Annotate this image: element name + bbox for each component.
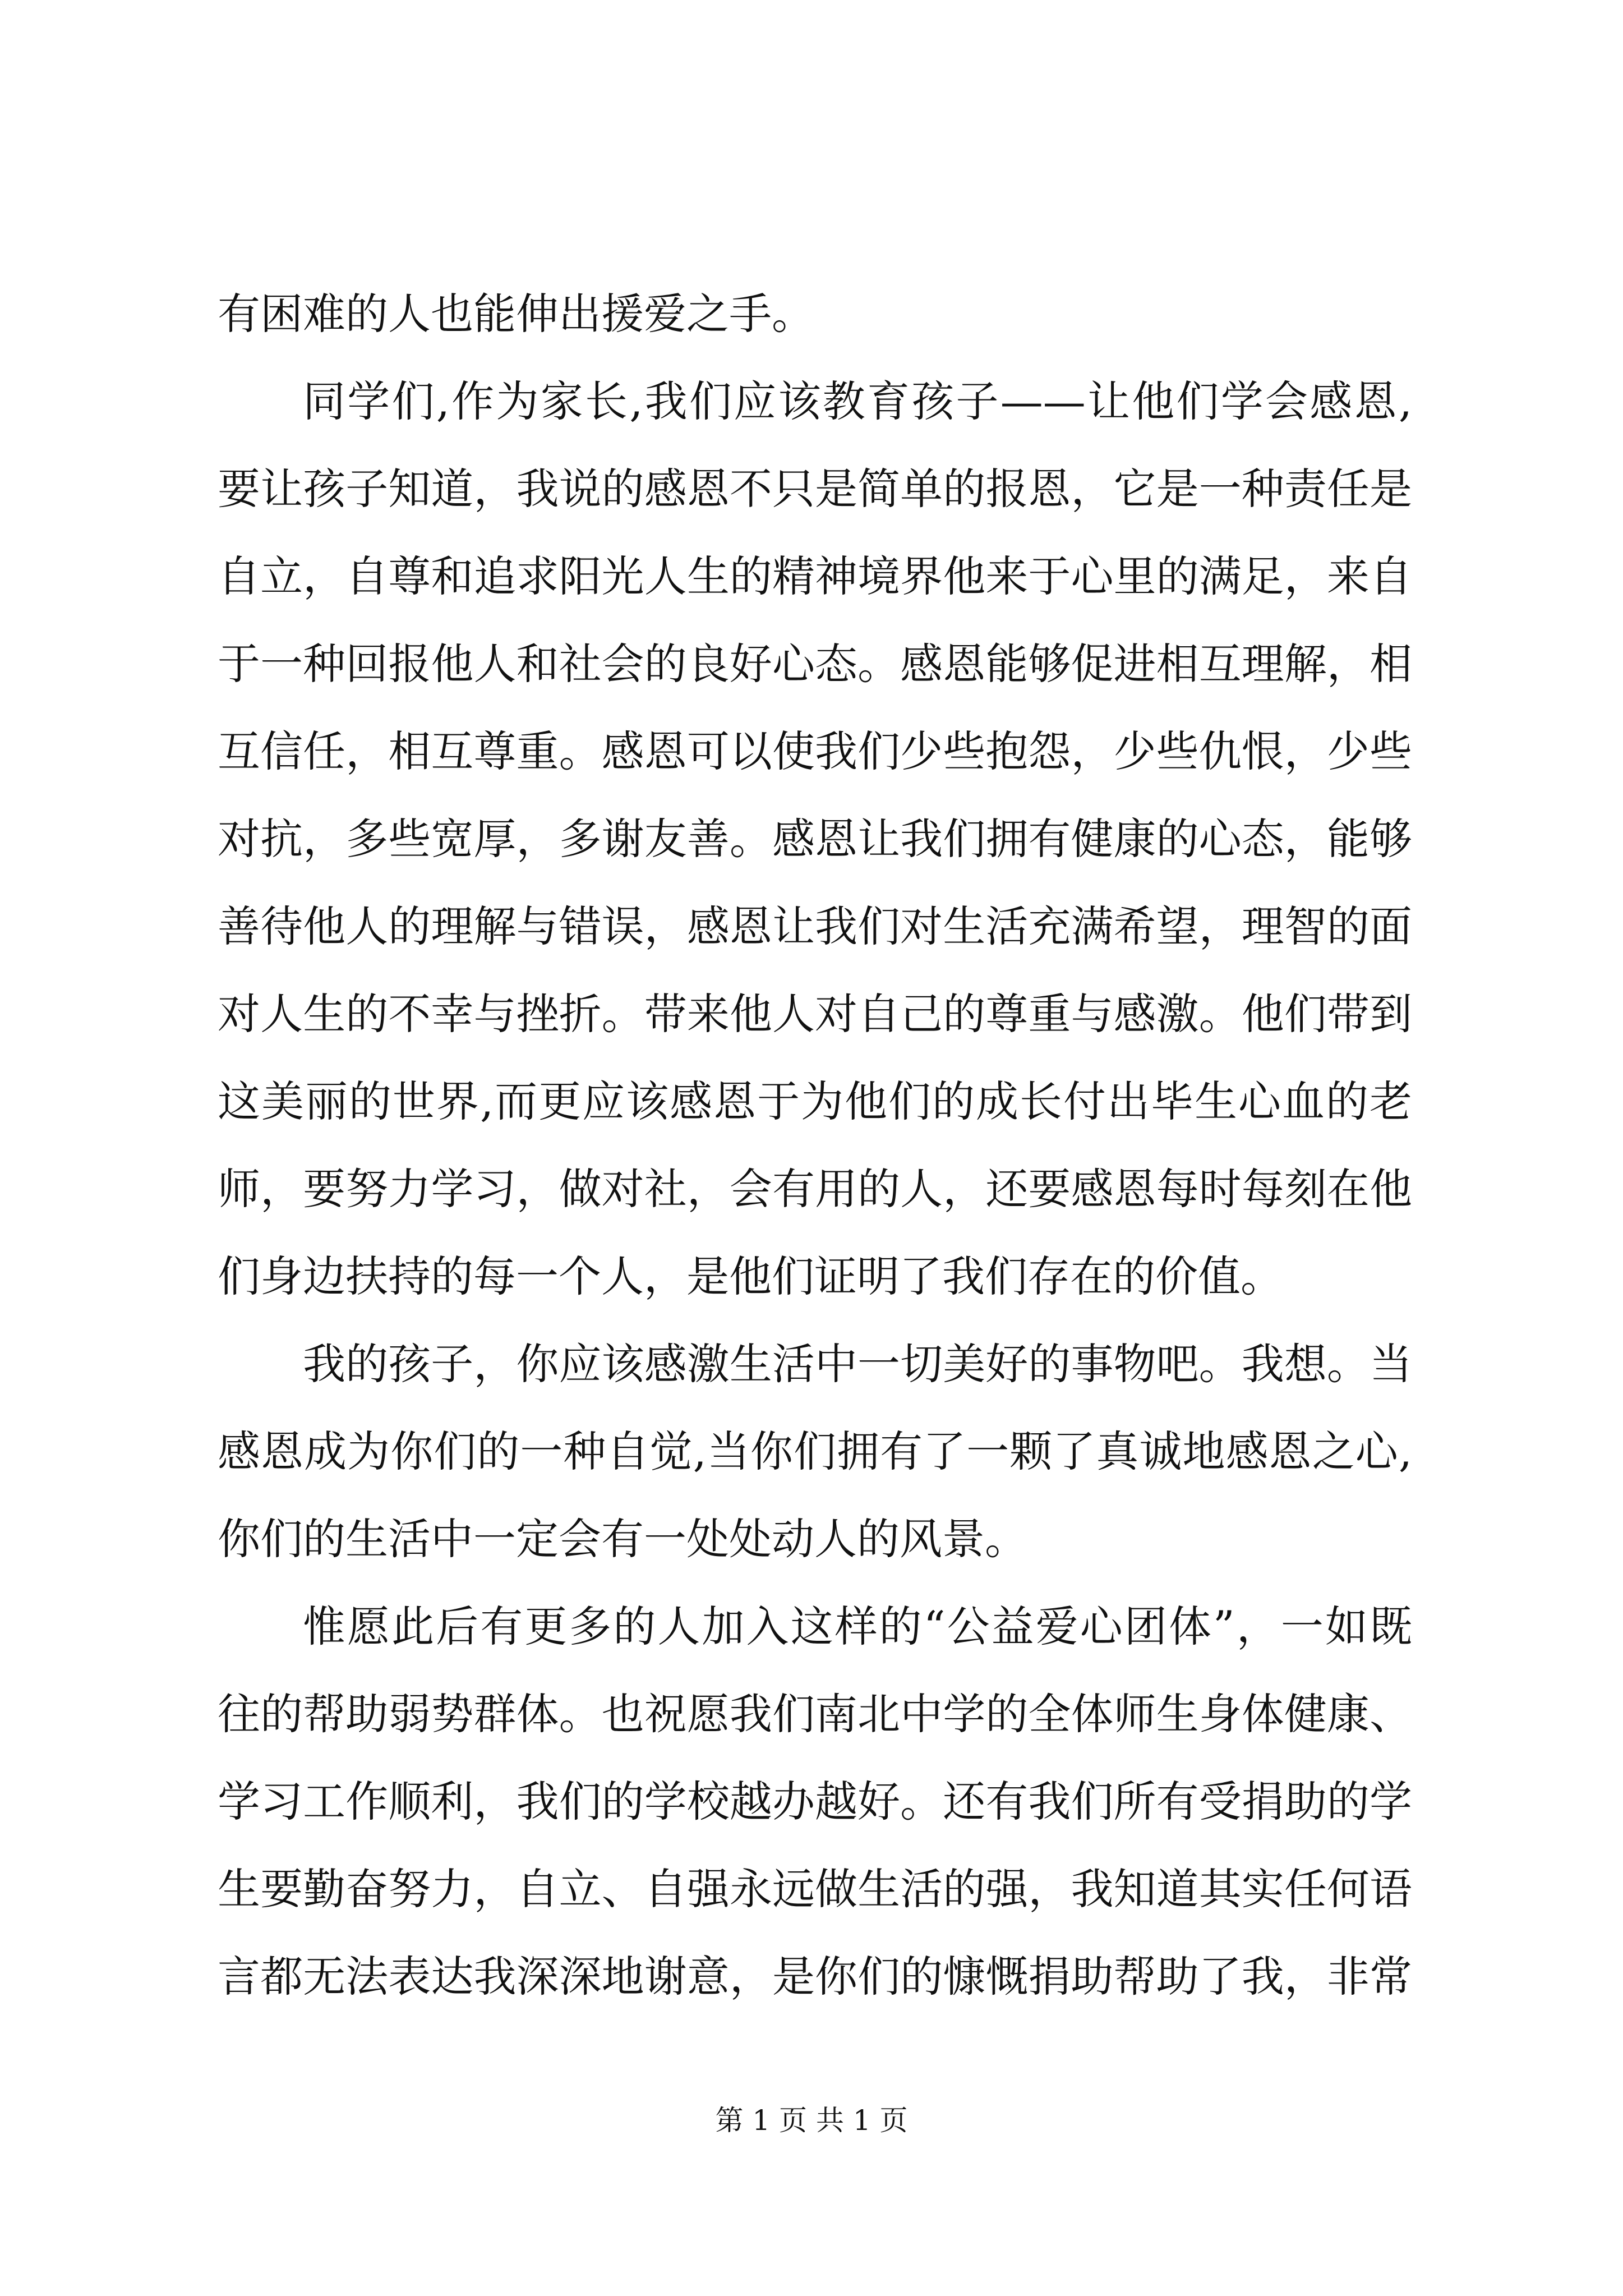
text-line: 生要勤奋努力，自立、自强永远做生活的强，我知道其实任何语 [218, 1864, 1412, 1914]
text-line: 们身边扶持的每一个人，是他们证明了我们存在的价值。 [218, 1251, 1283, 1301]
text-line: 对抗，多些宽厚，多谢友善。感恩让我们拥有健康的心态，能够 [218, 814, 1412, 864]
text-line: 对人生的不幸与挫折。带来他人对自己的尊重与感激。他们带到 [218, 989, 1412, 1039]
text-line: 要让孩子知道，我说的感恩不只是简单的报恩，它是一种责任是 [218, 464, 1412, 514]
paragraph-start-line: 惟愿此后有更多的人加入这样的“公益爱心团体”，一如既 [303, 1602, 1412, 1651]
text-line: 师，要努力学习，做对社，会有用的人，还要感恩每时每刻在他 [218, 1164, 1412, 1214]
text-line: 于一种回报他人和社会的良好心态。感恩能够促进相互理解，相 [218, 639, 1412, 689]
paragraph-start-line: 同学们,作为家长,我们应该教育孩子——让他们学会感恩, [303, 376, 1412, 426]
text-line: 这美丽的世界,而更应该感恩于为他们的成长付出毕生心血的老 [218, 1076, 1412, 1126]
text-line: 言都无法表达我深深地谢意，是你们的慷慨捐助帮助了我，非常 [218, 1952, 1412, 2001]
body-text [218, 270, 1412, 2021]
text-line: 往的帮助弱势群体。也祝愿我们南北中学的全体师生身体健康、 [218, 1689, 1412, 1739]
page-number-footer: 第 1 页 共 1 页 [715, 2104, 908, 2137]
text-line: 学习工作顺利，我们的学校越办越好。还有我们所有受捐助的学 [218, 1777, 1412, 1826]
text-line: 有困难的人也能伸出援爱之手。 [218, 289, 814, 339]
text-line: 你们的生活中一定会有一处处动人的风景。 [218, 1514, 1027, 1564]
text-line: 自立，自尊和追求阳光人生的精神境界他来于心里的满足，来自 [218, 551, 1412, 601]
text-line: 互信任，相互尊重。感恩可以使我们少些抱怨，少些仇恨，少些 [218, 726, 1412, 776]
text-line: 感恩成为你们的一种自觉,当你们拥有了一颗了真诚地感恩之心, [218, 1427, 1412, 1476]
text-line: 善待他人的理解与错误，感恩让我们对生活充满希望，理智的面 [218, 901, 1412, 951]
paragraph-start-line: 我的孩子，你应该感激生活中一切美好的事物吧。我想。当 [303, 1339, 1412, 1389]
